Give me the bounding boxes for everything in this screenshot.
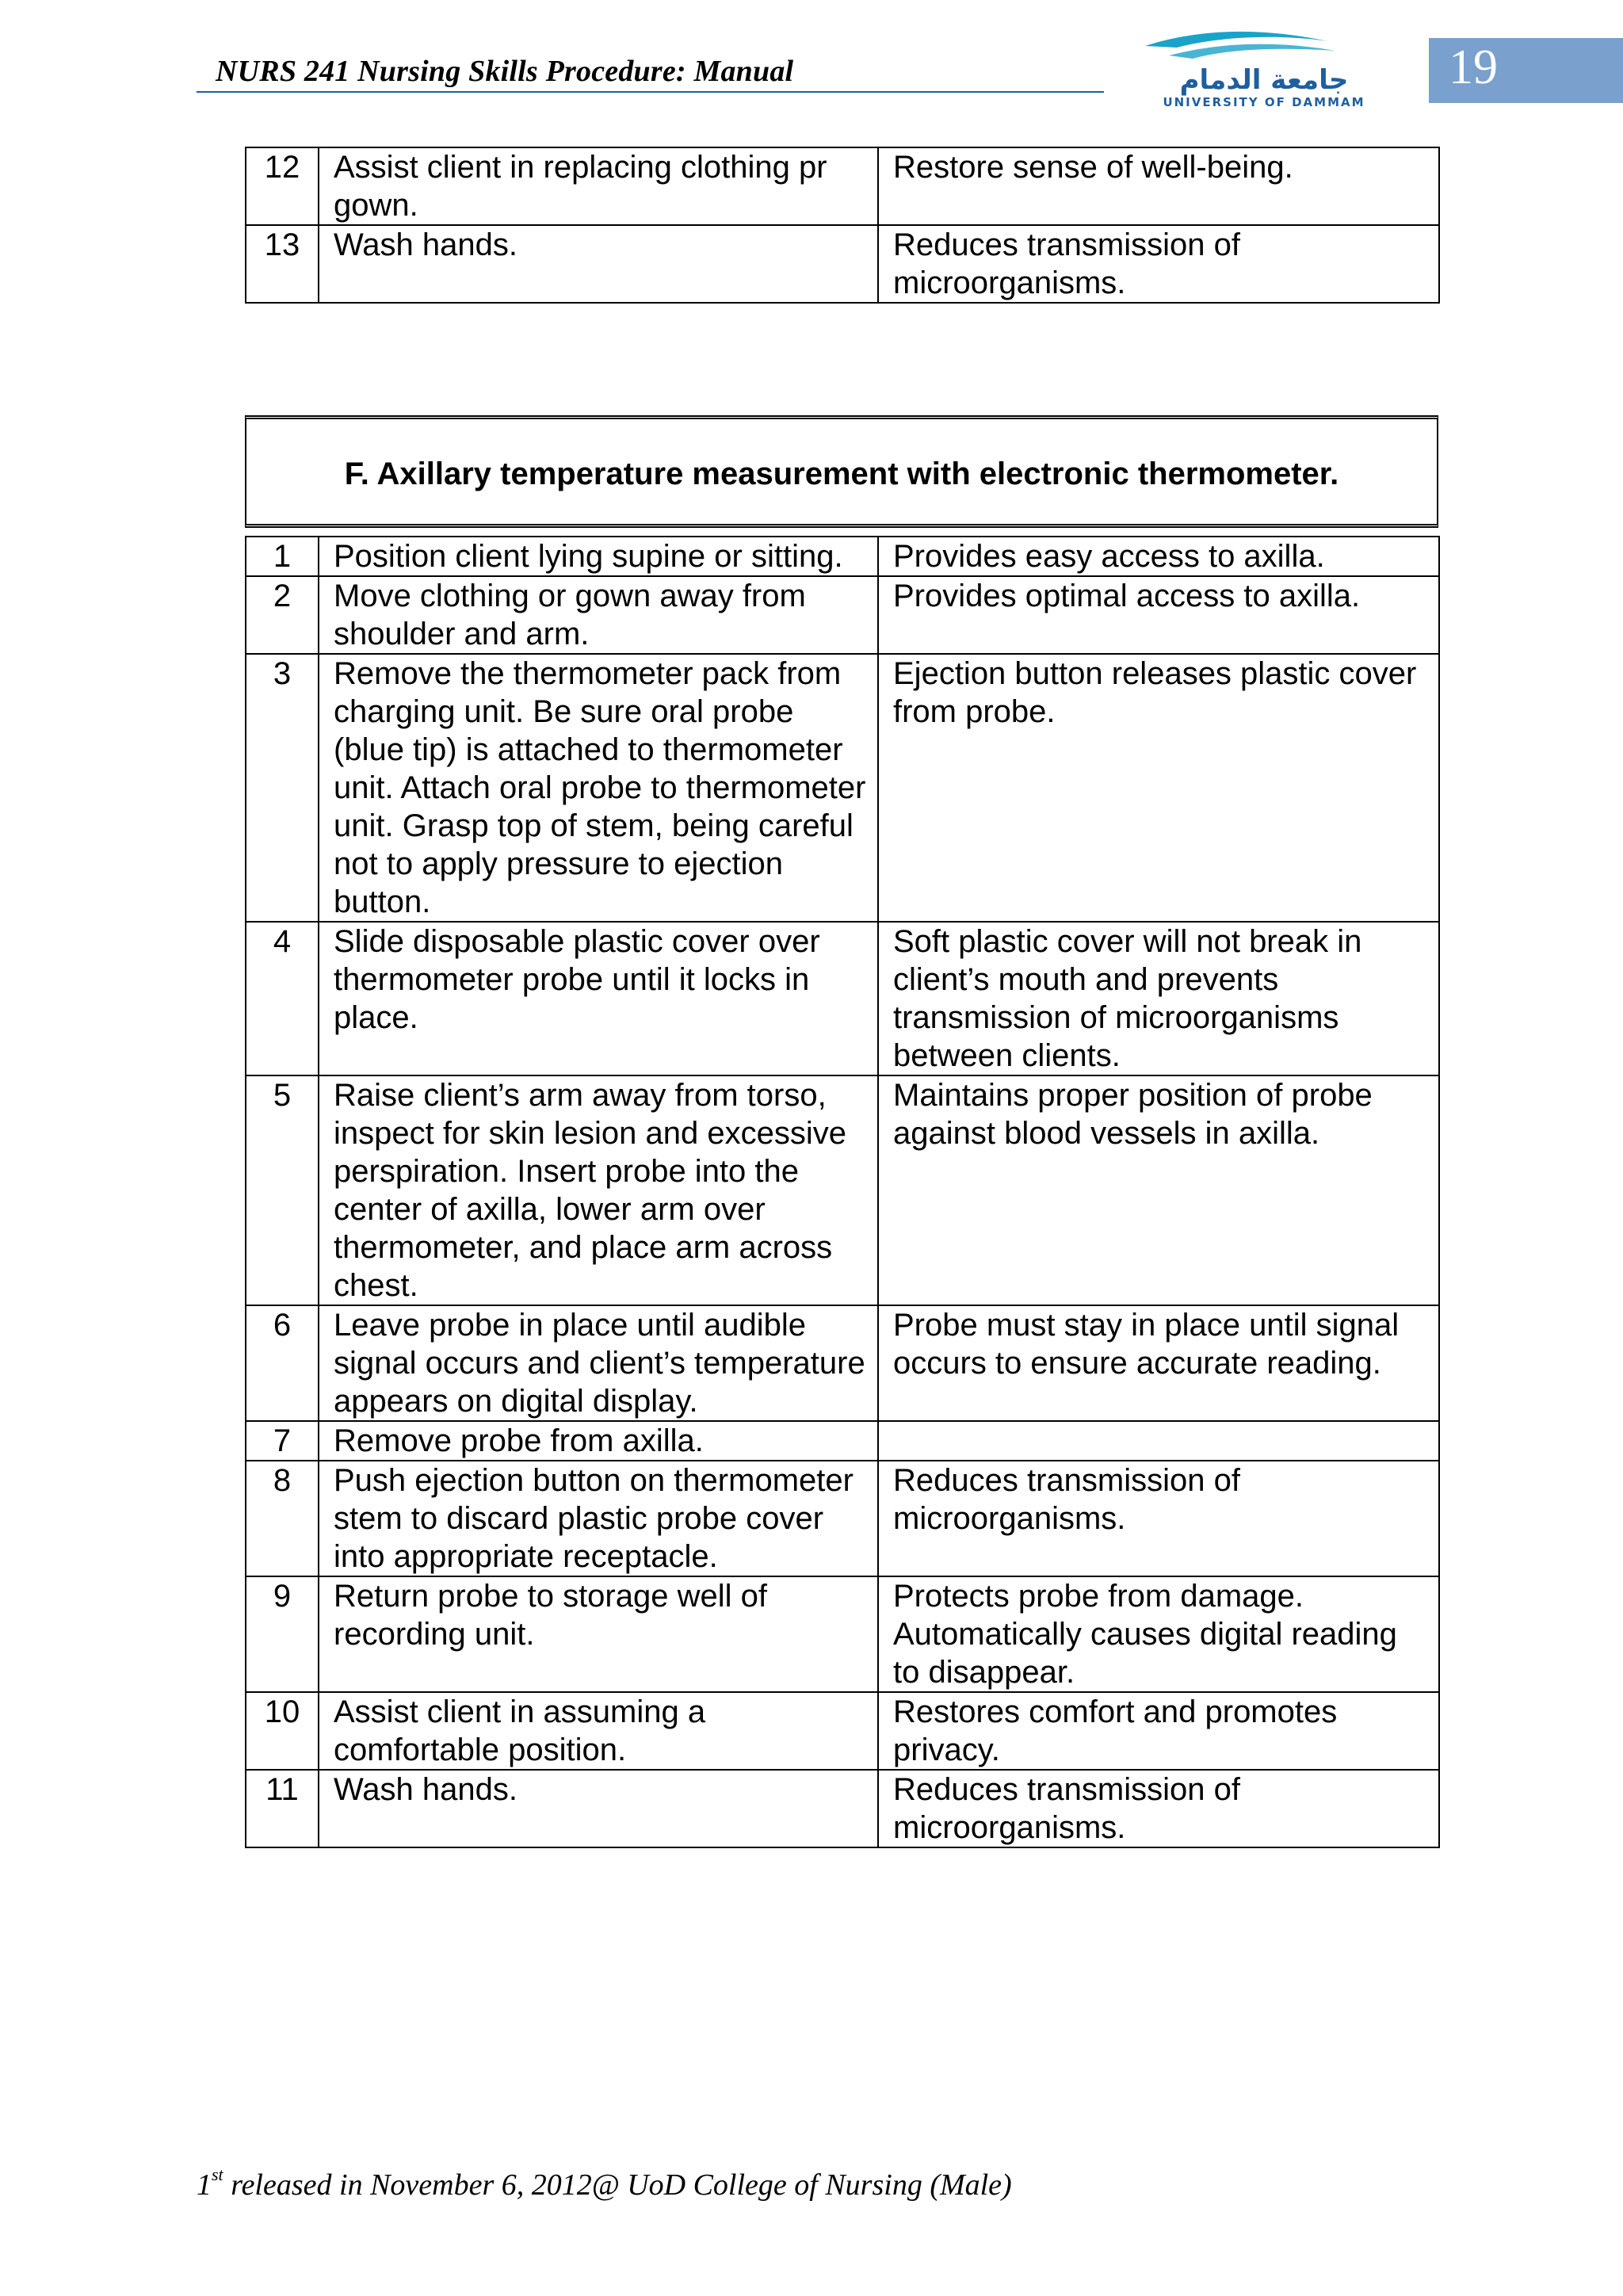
step-action: Wash hands.	[319, 225, 878, 303]
step-rationale: Provides easy access to axilla.	[878, 537, 1439, 576]
page-header-title: NURS 241 Nursing Skills Procedure: Manual	[216, 55, 794, 88]
step-number: 4	[246, 922, 319, 1075]
table-row	[246, 225, 1439, 303]
logo-english: UNIVERSITY OF DAMMAM	[1163, 95, 1365, 109]
table-row	[246, 147, 1439, 225]
step-number: 11	[246, 1770, 319, 1847]
step-number: 5	[246, 1075, 319, 1305]
step-number: 9	[246, 1576, 319, 1692]
table-row	[246, 1461, 1439, 1576]
step-number: 2	[246, 576, 319, 654]
step-rationale: Provides optimal access to axilla.	[878, 576, 1439, 654]
step-rationale: Reduces transmission of microorganisms.	[878, 1770, 1439, 1847]
table-row	[246, 1421, 1439, 1461]
step-number: 3	[246, 654, 319, 922]
step-number: 7	[246, 1421, 319, 1461]
step-action: Assist client in replacing clothing pr gown.	[319, 147, 878, 225]
step-rationale: Reduces transmission of microorganisms.	[878, 1461, 1439, 1576]
step-action: Wash hands.	[319, 1770, 878, 1847]
step-rationale: Protects probe from damage. Automatically causes digital reading to disappear.	[878, 1576, 1439, 1692]
step-action: Return probe to storage well of recording unit.	[319, 1576, 878, 1692]
table-row	[246, 654, 1439, 922]
table-row	[246, 576, 1439, 654]
procedure-table	[245, 536, 1440, 1848]
step-number: 8	[246, 1461, 319, 1576]
procedure-table-continued	[245, 147, 1440, 304]
table-row	[246, 1576, 1439, 1692]
step-number: 12	[246, 147, 319, 225]
step-number: 1	[246, 537, 319, 576]
step-action: Slide disposable plastic cover over thermometer probe until it locks in place.	[319, 922, 878, 1075]
footer-prefix: 1	[197, 2168, 212, 2202]
step-rationale: Probe must stay in place until signal occurs to ensure accurate reading.	[878, 1305, 1439, 1421]
step-number: 10	[246, 1692, 319, 1770]
step-rationale: Reduces transmission of microorganisms.	[878, 225, 1439, 303]
footer-superscript: st	[212, 2164, 223, 2184]
step-action: Move clothing or gown away from shoulder and arm.	[319, 576, 878, 654]
university-logo	[1129, 24, 1399, 111]
step-number: 13	[246, 225, 319, 303]
table-row	[246, 1692, 1439, 1770]
step-action: Remove probe from axilla.	[319, 1421, 878, 1461]
step-rationale: Maintains proper position of probe against blood vessels in axilla.	[878, 1075, 1439, 1305]
page-footer	[197, 2164, 1012, 2202]
table-row	[246, 1770, 1439, 1847]
section-title: F. Axillary temperature measurement with electronic thermometer.	[245, 415, 1438, 528]
step-action: Push ejection button on thermometer stem to discard plastic probe cover into appropriate receptacle.	[319, 1461, 878, 1576]
step-number: 6	[246, 1305, 319, 1421]
table-row	[246, 537, 1439, 576]
logo-arabic: جامعة الدمام	[1179, 64, 1349, 96]
header-rule	[197, 91, 1104, 93]
step-rationale: Restore sense of well-being.	[878, 147, 1439, 225]
step-rationale: Restores comfort and promotes privacy.	[878, 1692, 1439, 1770]
step-action: Assist client in assuming a comfortable position.	[319, 1692, 878, 1770]
table-row	[246, 922, 1439, 1075]
table-row	[246, 1075, 1439, 1305]
table-row	[246, 1305, 1439, 1421]
step-action: Raise client’s arm away from torso, inspect for skin lesion and excessive perspiration. Insert probe into the center of axilla, lower arm over thermometer, and place arm across chest.	[319, 1075, 878, 1305]
step-action: Leave probe in place until audible signal occurs and client’s temperature appears on digital display.	[319, 1305, 878, 1421]
step-rationale	[878, 1421, 1439, 1461]
page-number: 19	[1449, 40, 1498, 94]
step-action: Position client lying supine or sitting.	[319, 537, 878, 576]
footer-text: released in November 6, 2012@ UoD College of Nursing (Male)	[223, 2168, 1012, 2202]
step-rationale: Ejection button releases plastic cover from probe.	[878, 654, 1439, 922]
step-rationale: Soft plastic cover will not break in client’s mouth and prevents transmission of microorganisms between clients.	[878, 922, 1439, 1075]
step-action: Remove the thermometer pack from charging unit. Be sure oral probe (blue tip) is attached to thermometer unit. Attach oral probe to thermometer unit. Grasp top of stem, being careful not to apply pressure to ejection button.	[319, 654, 878, 922]
